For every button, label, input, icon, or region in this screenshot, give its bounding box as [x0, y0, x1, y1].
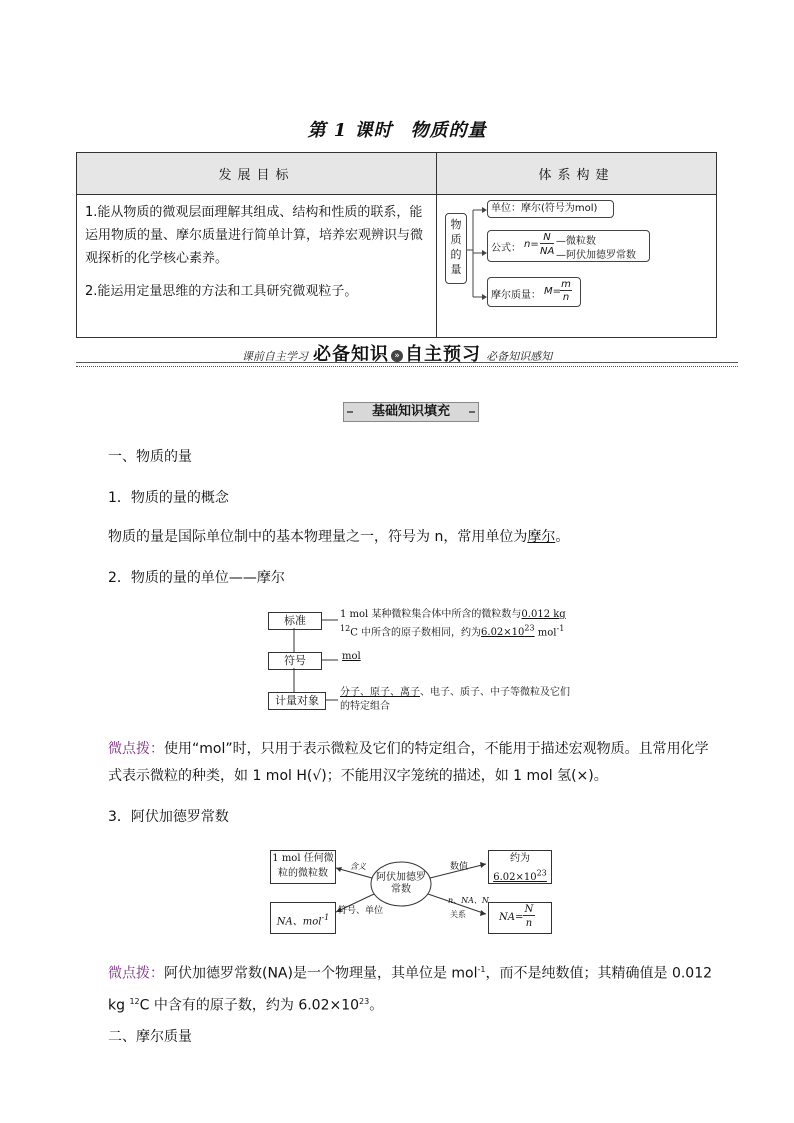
map-formula-box: [487, 230, 650, 262]
mol-object-text: [340, 686, 570, 714]
mol-t1-d: 6.02×10: [481, 627, 525, 639]
avo-symbol-text: NA、mol: [276, 916, 322, 928]
concept-map: [437, 195, 717, 338]
mol-t1-b: 0.012 kg: [521, 609, 566, 620]
s1-1-text: [108, 526, 569, 548]
map-formula-N-desc: —微粒数: [556, 236, 596, 247]
map-molar-M: M=: [544, 286, 562, 297]
s1-1-answer: 摩尔: [527, 529, 556, 545]
tip-1-label: 微点拨：: [108, 741, 164, 757]
goal-2: 2.能运用定量思维的方法和工具研究微观粒子。: [85, 284, 358, 299]
tip-2-b: ，而不是纯数值；其精确值是 0.012 kg: [108, 965, 713, 1014]
header-goals: 发展目标: [77, 153, 437, 195]
goals-table: [76, 152, 717, 338]
mol-box-object: 计量对象: [268, 692, 326, 710]
banner-big-2: 自主预习: [405, 344, 481, 365]
mol-box-symbol: 符号: [268, 652, 322, 670]
map-connector: [467, 205, 489, 315]
avo-rel-n: n: [525, 918, 533, 929]
tip-2-c: C 中含有的原子数，约为 6.02×10: [139, 997, 360, 1014]
goals-cell: [77, 195, 437, 338]
mol-standard-text: [340, 608, 570, 640]
avogadro-diagram: [268, 840, 547, 940]
mol-t1-c-sup: 12: [340, 624, 351, 633]
avo-value-a: 约为: [510, 853, 530, 864]
banner-arrow-icon: »: [391, 350, 403, 362]
lesson-topic: 物质的量: [410, 120, 487, 141]
map-formula-label: 公式：: [491, 243, 521, 254]
mol-right-lines: [322, 614, 340, 714]
mol-t1-d-sup: 23: [524, 624, 535, 633]
avo-center: 阿伏加德罗常数: [376, 872, 426, 895]
s1-1-heading: 1．物质的量的概念: [108, 490, 229, 506]
s1-1-text-c: 。: [555, 529, 570, 545]
mol-t1-c: C 中所含的原子数相同，约为: [350, 627, 482, 639]
map-root: 物质的量: [445, 213, 467, 284]
avo-value-sup: 23: [536, 869, 547, 878]
avo-label-symbol: 符号、单位: [338, 906, 384, 916]
header-system: 体系构建: [437, 153, 717, 195]
map-formula-N: N: [540, 232, 554, 244]
goal-1: 1.能从物质的微观层面理解其组成、结构和性质的联系，能运用物质的量、摩尔质量进行简单计算，培养宏观辨识与微观探析的化学核心素养。: [85, 205, 424, 266]
avo-label-definition: 含义: [350, 862, 366, 871]
s1-heading: 一、物质的量: [108, 449, 192, 465]
map-molar-m: m: [561, 279, 571, 290]
tip-2-sup2: 12: [129, 996, 140, 1006]
mol-t1-a: 1 mol 某种微粒集合体中所含的微粒数与: [340, 609, 522, 620]
tip-2-d: 。: [369, 997, 384, 1014]
avo-label-value: 数值: [450, 862, 469, 872]
lesson-number: 第 1 课时: [307, 120, 393, 141]
mol-box-standard: 标准: [268, 612, 322, 630]
tip-2-a: 阿伏加德罗常数(NA)是一个物理量，其单位是 mol: [164, 965, 478, 982]
map-formula-NA-desc: —阿伏加德罗常数: [556, 250, 636, 261]
map-formula-n: n=: [524, 239, 539, 250]
mol-t1-e: mol: [534, 627, 557, 639]
avo-box-definition: 1 mol 任何微粒的微粒数: [270, 850, 336, 884]
map-molar-n: n: [562, 292, 570, 303]
map-unit-box: 单位：摩尔(符号为mol): [487, 200, 614, 218]
avo-symbol-sup: -1: [321, 913, 330, 922]
map-molar-box: [487, 277, 581, 307]
avo-value-b: 6.02×10: [493, 872, 537, 884]
s1-3-heading: 3．阿伏加德罗常数: [108, 809, 229, 825]
mol-t3-a: 分子、原子、离子: [340, 687, 420, 698]
tip-2: [108, 956, 720, 1019]
tip-2-label: 微点拨：: [108, 965, 164, 982]
tip-1: [108, 736, 720, 790]
mol-symbol-text: mol: [342, 651, 361, 662]
avo-rel-a: NA=: [499, 912, 524, 923]
tip-2-sup1: -1: [477, 965, 486, 974]
lesson-title: [0, 116, 794, 142]
section-tag: 基础知识填充: [343, 402, 479, 422]
s1-1-text-a: 物质的量是国际单位制中的基本物理量之一，符号为 n，常用单位为: [108, 529, 528, 545]
avo-label-relation-a: n、NA、N: [448, 896, 489, 905]
mol-t3-b: 、电子、质子、中子等微粒及它们的特定组合: [340, 687, 570, 712]
tip-2-sup3: 23: [359, 996, 370, 1006]
map-molar-label: 摩尔质量：: [491, 290, 541, 301]
banner-divider: [76, 362, 738, 367]
banner-big-1: 必备知识: [313, 344, 389, 365]
tip-1-text: 使用“mol”时，只用于表示微粒及它们的特定组合，不能用于描述宏观物质。且常用化学式表示微粒的种类，如 1 mol H(√)；不能用汉字笼统的描述，如 1 mol 氢(×)。: [108, 741, 709, 784]
avo-label-relation-b: 关系: [450, 910, 466, 919]
banner-right: 必备知识感知: [486, 350, 553, 363]
map-formula-NA: NA: [540, 246, 555, 257]
mol-t1-e-sup: -1: [556, 624, 565, 633]
avo-rel-N: N: [524, 904, 534, 915]
s1-2-heading: 2．物质的量的单位——摩尔: [108, 570, 285, 586]
banner-left: 课前自主学习: [241, 350, 308, 363]
s2-heading: 二、摩尔质量: [108, 1029, 192, 1045]
mol-diagram: [266, 606, 570, 716]
